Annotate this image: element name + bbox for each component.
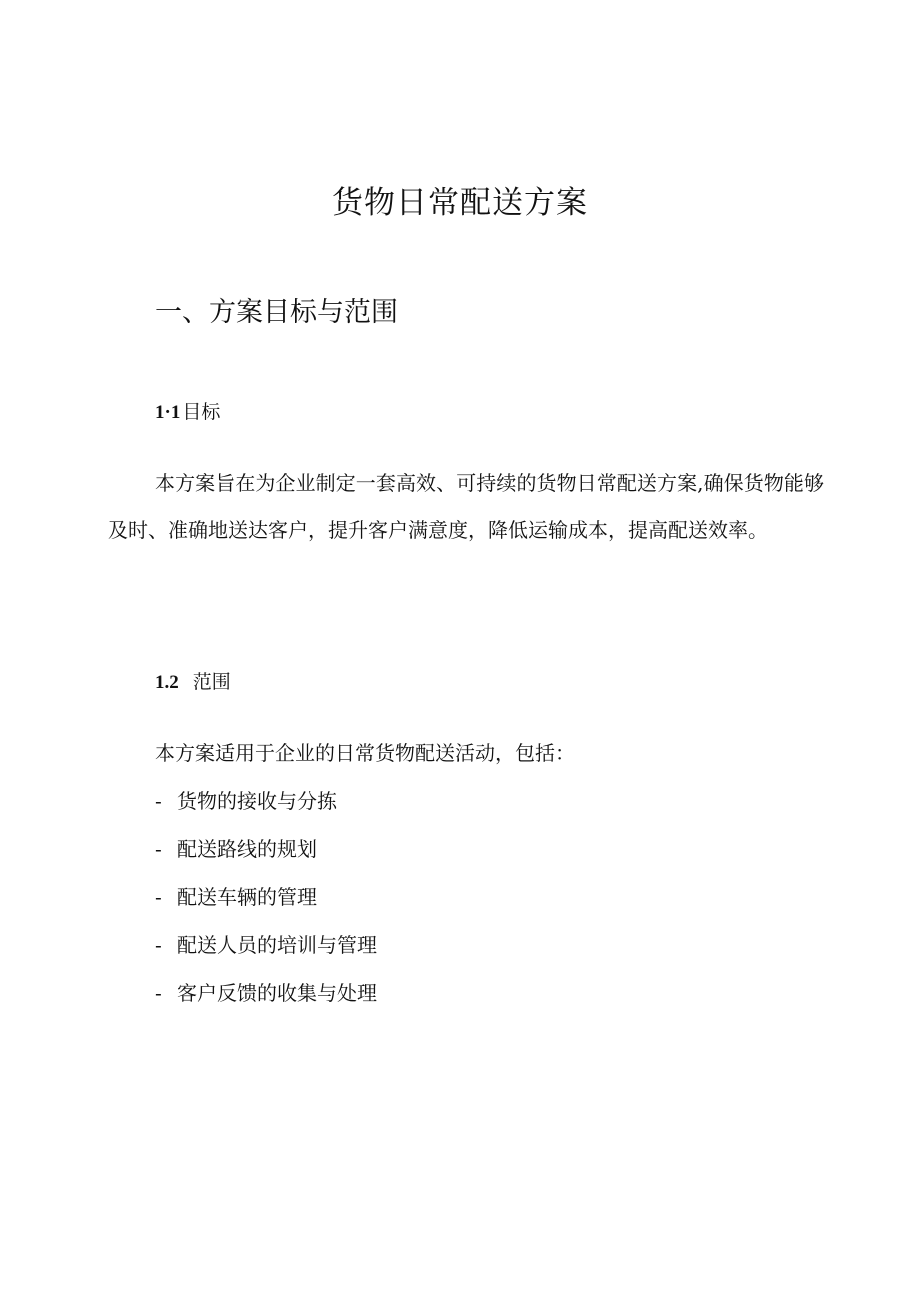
list-item-text: 配送路线的规划 xyxy=(177,837,317,861)
list-item-text: 配送人员的培训与管理 xyxy=(177,933,377,957)
subsection-number: 1.2 xyxy=(155,672,179,693)
list-item xyxy=(155,882,377,930)
goal-paragraph: 本方案旨在为企业制定一套高效、可持续的货物日常配送方案,确保货物能够及时、准确地送达客户，提升客户满意度，降低运输成本，提高配送效率。 xyxy=(108,471,824,542)
subsection-heading-goal xyxy=(155,397,220,428)
document-title: 货物日常配送方案 xyxy=(332,185,588,221)
list-item xyxy=(155,978,377,1026)
list-dash: - xyxy=(155,789,162,813)
subsection-number: 1·1 xyxy=(155,402,181,423)
list-dash: - xyxy=(155,837,162,861)
list-dash: - xyxy=(155,885,162,909)
scope-intro: 本方案适用于企业的日常货物配送活动，包括： xyxy=(155,741,575,765)
list-item xyxy=(155,786,377,834)
scope-list xyxy=(155,786,377,1026)
list-item-text: 配送车辆的管理 xyxy=(177,885,317,909)
section-heading: 一、方案目标与范围 xyxy=(155,297,398,328)
list-item xyxy=(155,930,377,978)
list-item-text: 货物的接收与分拣 xyxy=(177,789,337,813)
list-item xyxy=(155,834,377,882)
subsection-label: 范围 xyxy=(192,671,231,693)
list-dash: - xyxy=(155,933,162,957)
subsection-heading-scope xyxy=(155,667,231,698)
list-dash: - xyxy=(155,981,162,1005)
list-item-text: 客户反馈的收集与处理 xyxy=(177,981,377,1005)
subsection-label: 目标 xyxy=(182,401,221,423)
